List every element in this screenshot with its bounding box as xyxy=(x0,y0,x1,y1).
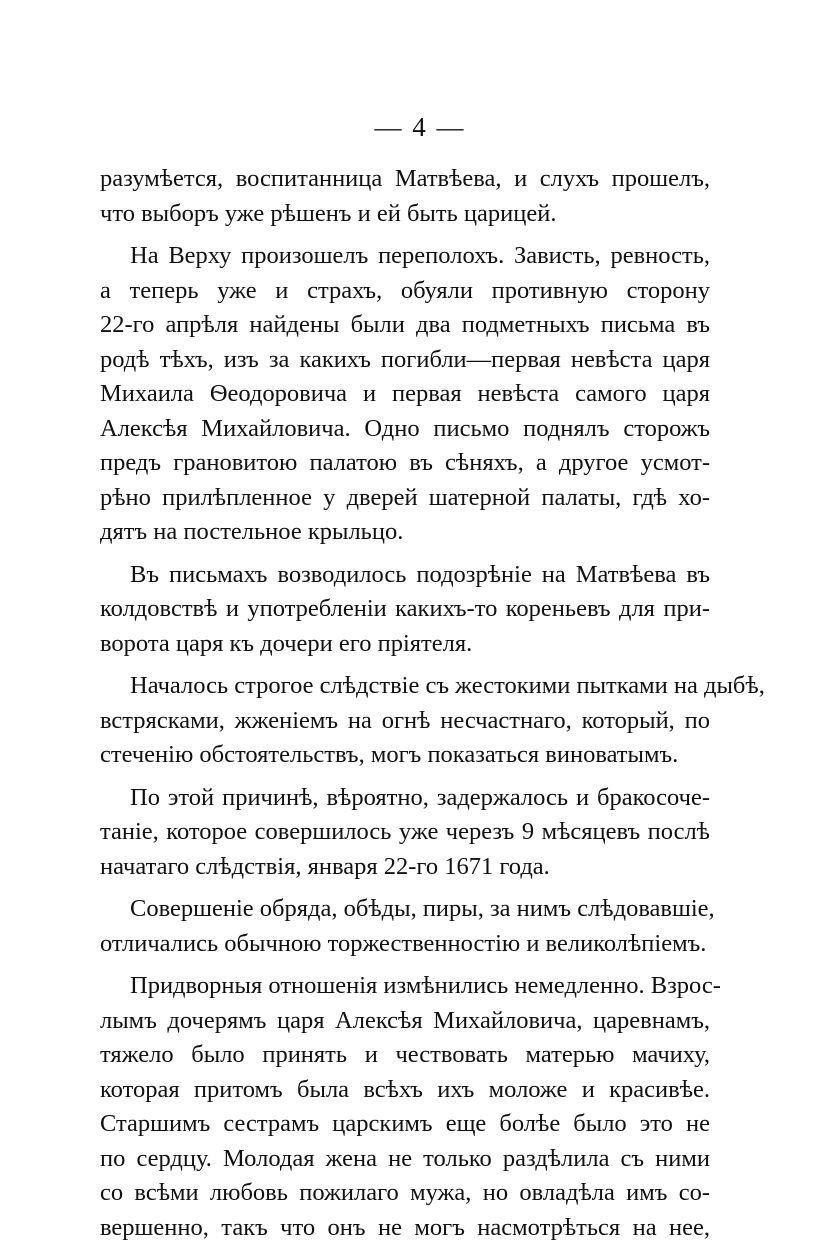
text-line: Придворныя отношенія измѣнились немедленно. Взрос- xyxy=(100,969,710,1004)
text-line: вершенно, такъ что онъ не могъ насмотрѣться на нее, xyxy=(100,1211,710,1245)
text-line: 22-го апрѣля найдены были два подметныхъ письма въ xyxy=(100,308,710,343)
text-line: таніе, которое совершилось уже черезъ 9 мѣсяцевъ послѣ xyxy=(100,815,710,850)
text-line: а теперь уже и страхъ, обуяли противную сторону xyxy=(100,274,710,309)
text-line: стеченію обстоятельствъ, могъ показаться виноватымъ. xyxy=(100,738,710,773)
text-line: На Верху произошелъ переполохъ. Зависть, ревность, xyxy=(100,239,710,274)
text-line: со всѣми любовь пожилаго мужа, но овладѣла имъ со- xyxy=(100,1176,710,1211)
text-line: рѣно прилѣпленное у дверей шатерной палаты, гдѣ хо- xyxy=(100,481,710,516)
text-line: лымъ дочерямъ царя Алексѣя Михайловича, царевнамъ, xyxy=(100,1004,710,1039)
text-line: Алексѣя Михайловича. Одно письмо поднялъ сторожъ xyxy=(100,412,710,447)
text-line: встрясками, жженіемъ на огнѣ несчастнаго, который, по xyxy=(100,704,710,739)
text-line: дятъ на постельное крыльцо. xyxy=(100,515,710,550)
text-line: По этой причинѣ, вѣроятно, задержалось и бракосоче- xyxy=(100,781,710,816)
text-line: родѣ тѣхъ, изъ за какихъ погибли—первая невѣста царя xyxy=(100,343,710,378)
text-line: Началось строгое слѣдствіе съ жестокими пытками на дыбѣ, xyxy=(100,669,710,704)
text-line: Старшимъ сестрамъ царскимъ еще болѣе было это не xyxy=(100,1107,710,1142)
text-line: Михаила Ѳеодоровича и первая невѣста самого царя xyxy=(100,377,710,412)
text-line: предъ грановитою палатою въ сѣняхъ, а другое усмот- xyxy=(100,446,710,481)
text-line: начатаго слѣдствія, января 22-го 1671 года. xyxy=(100,850,710,885)
page-number: — 4 — xyxy=(0,112,840,143)
text-line: Совершеніе обряда, обѣды, пиры, за нимъ слѣдовавшіе, xyxy=(100,892,710,927)
text-line: тяжело было принять и чествовать матерью мачиху, xyxy=(100,1038,710,1073)
text-line: Въ письмахъ возводилось подозрѣніе на Матвѣева въ xyxy=(100,558,710,593)
text-line: разумѣется, воспитанница Матвѣева, и слухъ прошелъ, xyxy=(100,162,710,197)
text-line: что выборъ уже рѣшенъ и ей быть царицей. xyxy=(100,197,710,232)
text-line: ворота царя къ дочери его пріятеля. xyxy=(100,627,710,662)
text-line: отличались обычною торжественностію и великолѣпіемъ. xyxy=(100,927,710,962)
text-line: колдовствѣ и употребленіи какихъ-то кореньевъ для при- xyxy=(100,592,710,627)
text-line: которая притомъ была всѣхъ ихъ моложе и красивѣе. xyxy=(100,1073,710,1108)
text-line: по сердцу. Молодая жена не только раздѣлила съ ними xyxy=(100,1142,710,1177)
page-text xyxy=(100,162,710,1245)
